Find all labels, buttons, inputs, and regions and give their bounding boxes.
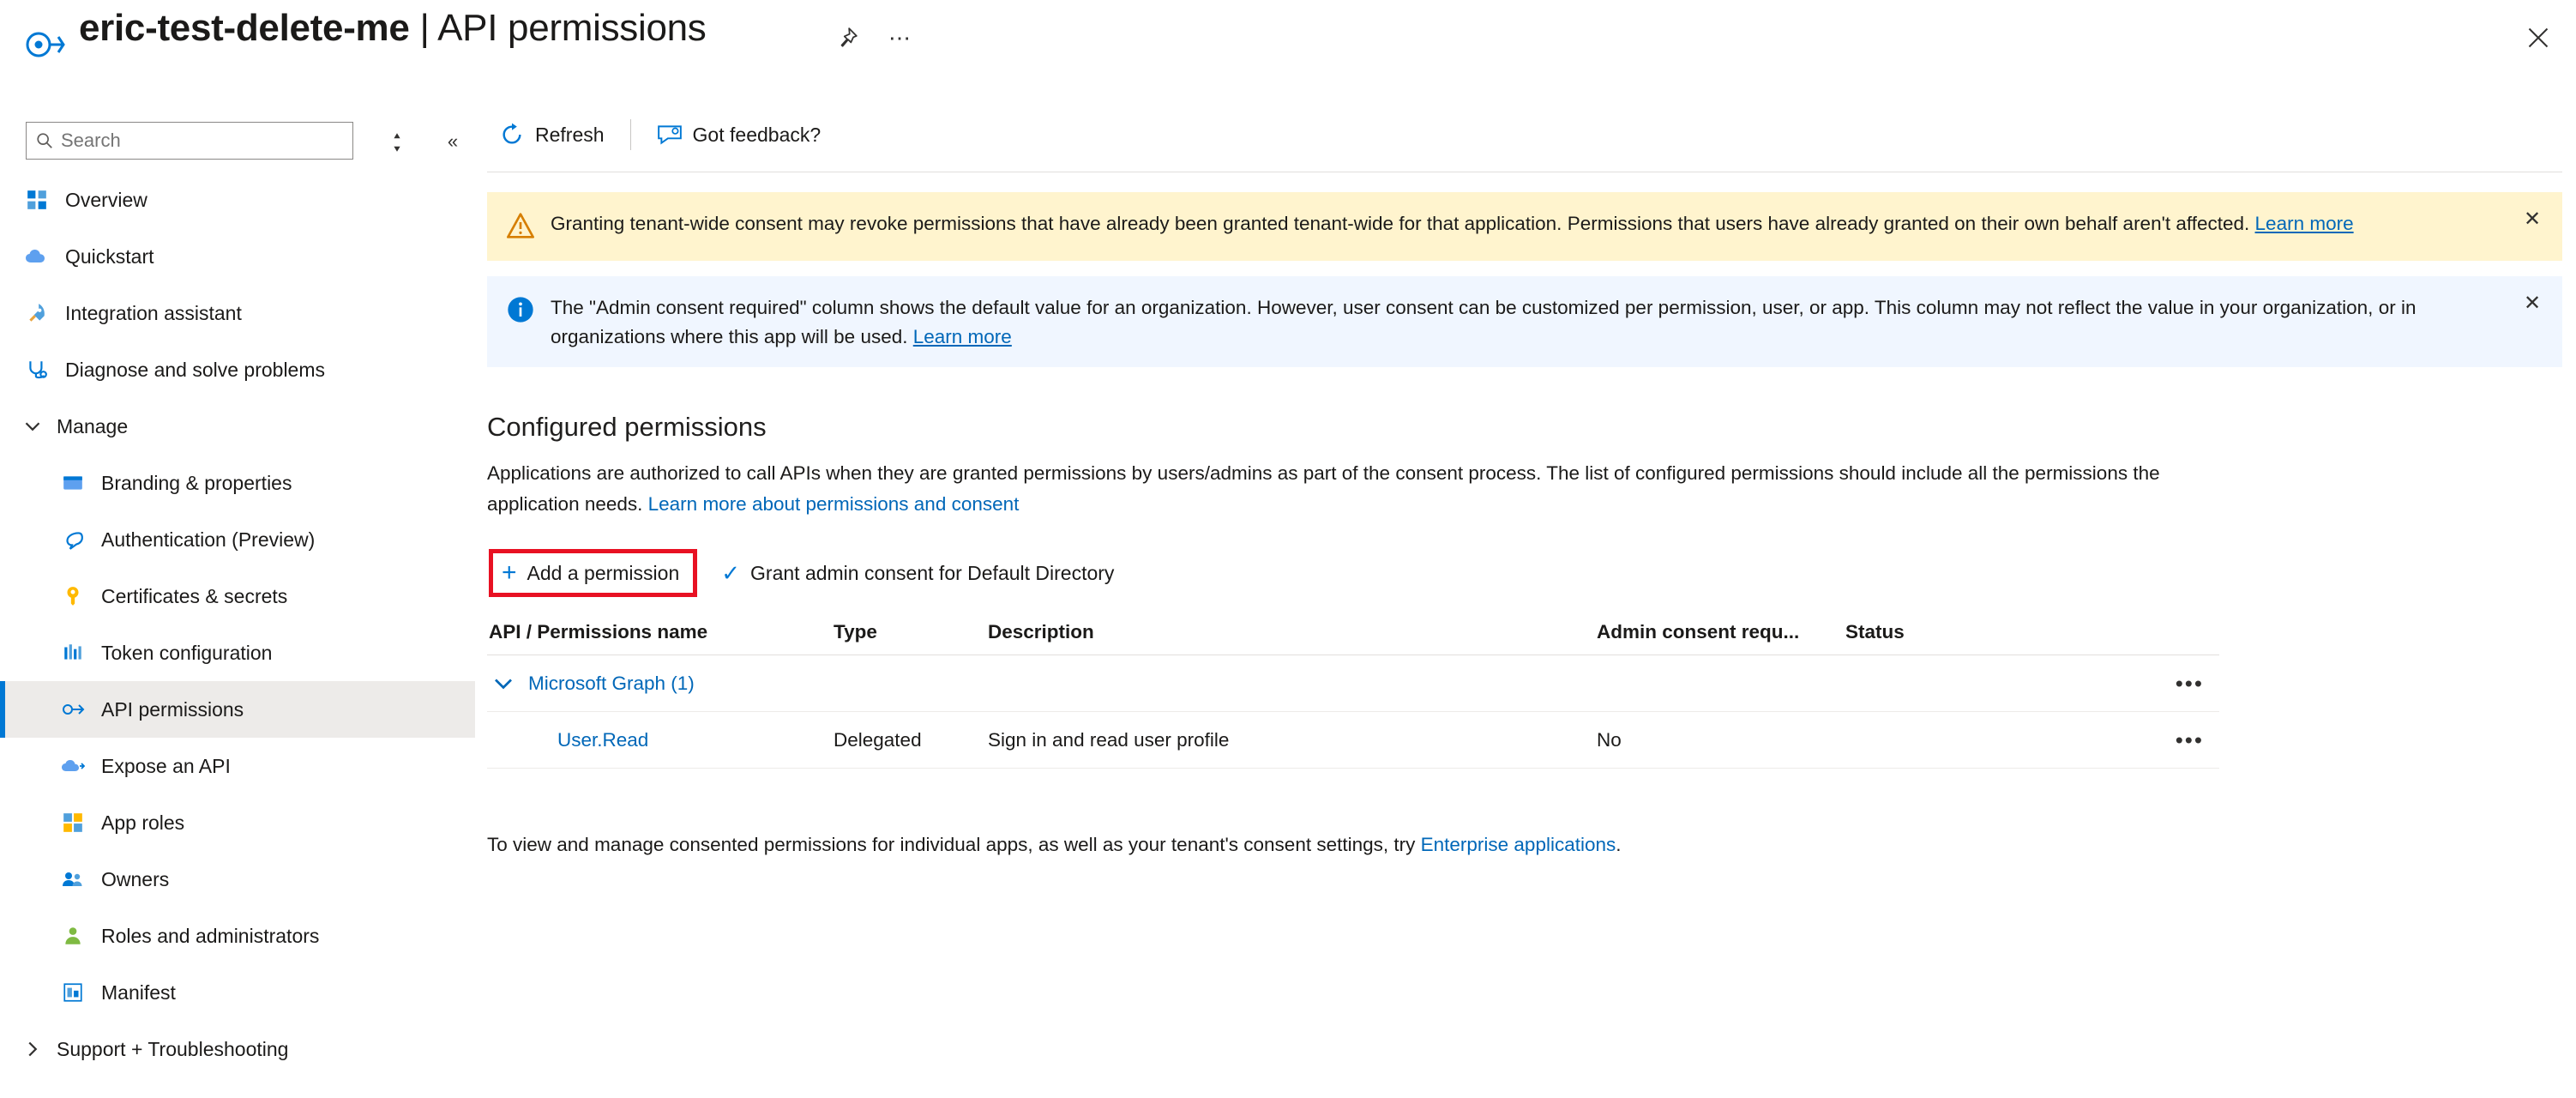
chevron-right-icon [22,1039,43,1059]
sidebar-item-label: Overview [65,188,147,211]
sidebar-item-label: Owners [101,867,170,890]
permission-row-menu-icon[interactable]: ••• [2175,727,2204,752]
sidebar-item-overview[interactable] [0,172,475,228]
footer-note [487,834,1622,856]
sidebar-item-manifest[interactable] [0,964,475,1021]
more-options-icon[interactable]: ⋯ [888,24,912,51]
footer-note-text: To view and manage consented permissions for individual apps, as well as your tenant's consent settings, try [487,834,1421,855]
info-banner [487,276,2562,367]
add-permission-highlight [489,549,697,597]
warning-banner-close-icon[interactable]: ✕ [2523,207,2542,231]
info-banner-link[interactable]: Learn more [912,326,1012,347]
sidebar-item-label: Roles and administrators [101,924,320,947]
refresh-label: Refresh [535,123,605,146]
add-permission-label: Add a permission [527,561,680,584]
stethoscope-icon [22,355,51,384]
group-name-cell [487,673,834,695]
search-input[interactable] [59,129,334,153]
info-banner-message: The "Admin consent required" column shows the default value for an organization. However, user consent can be customized per permission, user, or app. This column may not reflect the value in your organization, or in organizations where this app will be used. [551,297,2417,347]
sidebar-group-support-troubleshooting[interactable] [0,1021,475,1077]
section-title: Configured permissions [487,412,767,442]
column-header-admin-consent: Admin consent requ... [1597,620,1800,643]
add-permission-button[interactable] [502,560,679,586]
sidebar-item-label: Branding & properties [101,471,292,494]
command-bar-divider [630,119,631,150]
sidebar-item-branding-properties[interactable] [0,455,475,511]
warning-banner-link[interactable]: Learn more [2254,213,2354,234]
column-header-description: Description [988,620,1094,643]
manifest-icon [58,978,87,1007]
sidebar-item-label: Expose an API [101,754,231,777]
sidebar-item-diagnose-and-solve-problems[interactable] [0,341,475,398]
table-group-row[interactable] [487,655,2219,712]
table-row[interactable] [487,712,2219,769]
group-name-link[interactable]: Microsoft Graph (1) [528,672,695,694]
column-header-status: Status [1845,620,1905,643]
warning-banner-message: Granting tenant-wide consent may revoke permissions that have already been granted tenant-wide for that application. Permissions that users have already granted on their own behalf aren't affected. [551,213,2255,234]
grant-admin-consent-button[interactable] [721,560,1114,587]
table-header-row [487,609,2219,655]
sidebar-item-label: Diagnose and solve problems [65,358,326,381]
main-content [487,94,2576,1098]
check-icon: ✓ [721,559,741,586]
info-icon [506,295,535,324]
owners-icon [58,865,87,894]
page-title-section: | API permissions [409,7,707,49]
permission-type-cell: Delegated [834,728,922,751]
branding-icon [58,468,87,498]
search-icon [35,131,54,150]
section-description-text: Applications are authorized to call APIs when they are granted permissions by users/admins as part of the consent process. The list of configured permissions should include all the permissions the application needs. [487,462,2160,515]
footer-note-period: . [1616,834,1622,855]
warning-banner [487,192,2562,261]
token-icon [58,638,87,667]
chevron-down-icon[interactable] [489,673,518,694]
page-title-app: eric-test-delete-me [79,7,410,49]
sidebar-item-api-permissions[interactable] [0,681,475,738]
sidebar-item-authentication[interactable] [0,511,475,568]
close-icon[interactable] [2519,19,2557,57]
grid-icon [22,185,51,214]
sidebar-item-owners[interactable] [0,851,475,908]
chevron-down-icon [22,416,43,437]
grant-admin-consent-label: Grant admin consent for Default Directory [750,561,1115,584]
group-row-menu-icon[interactable]: ••• [2175,670,2204,696]
permission-name-link[interactable]: User.Read [557,728,649,751]
column-header-name: API / Permissions name [489,620,708,643]
permission-name-cell [487,729,834,751]
key-icon [58,582,87,611]
sidebar-item-certificates-secrets[interactable] [0,568,475,624]
sidebar-item-roles-and-administrators[interactable] [0,908,475,964]
permission-description-cell: Sign in and read user profile [988,728,1230,751]
sidebar-item-label: Integration assistant [65,301,242,324]
warning-icon [506,211,535,240]
search-box[interactable] [26,122,353,160]
info-banner-text [551,293,2506,352]
sidebar-item-token-configuration[interactable] [0,624,475,681]
permissions-action-row [487,547,1114,599]
page-title [79,7,707,50]
sidebar-item-label: Certificates & secrets [101,584,288,607]
app-registration-icon [24,26,65,63]
plus-icon: + [502,558,517,587]
sidebar-item-label: Authentication (Preview) [101,528,316,551]
cloud-icon [22,242,51,271]
info-banner-close-icon[interactable]: ✕ [2523,291,2542,315]
sidebar-item-quickstart[interactable] [0,228,475,285]
refresh-button[interactable] [487,115,617,154]
sidebar-item-label: Manifest [101,980,176,1004]
sidebar-group-manage[interactable] [0,398,475,455]
sidebar-item-label: API permissions [101,697,244,721]
enterprise-applications-link[interactable]: Enterprise applications [1420,834,1616,855]
pin-icon[interactable] [830,21,864,55]
page-header [0,0,2576,86]
sidebar [0,110,475,1098]
roles-icon [58,921,87,950]
app-roles-icon [58,808,87,837]
warning-banner-text [551,209,2354,238]
api-permissions-icon [58,695,87,724]
sidebar-item-label: App roles [101,811,185,834]
got-feedback-button[interactable] [645,115,834,154]
column-header-type: Type [834,620,877,643]
sidebar-item-label: Token configuration [101,641,273,664]
refresh-icon [499,122,525,148]
command-bar [487,108,2569,161]
sidebar-item-label: Quickstart [65,244,154,268]
sidebar-item-expose-an-api[interactable] [0,738,475,794]
section-description-link[interactable]: Learn more about permissions and consent [647,493,1020,515]
sidebar-item-integration-assistant[interactable] [0,285,475,341]
expose-api-icon [58,751,87,781]
rocket-icon [22,299,51,328]
sidebar-group-label: Manage [57,414,129,437]
collapse-sidebar-icon[interactable]: « [447,130,459,152]
sidebar-search-row [26,122,463,160]
sidebar-item-app-roles[interactable] [0,794,475,851]
sidebar-group-label: Support + Troubleshooting [57,1037,289,1060]
sort-icon[interactable] [384,130,410,154]
permission-admin-consent-cell: No [1597,728,1622,751]
got-feedback-label: Got feedback? [692,123,822,146]
section-description [487,458,2202,520]
permissions-table [487,609,2219,769]
feedback-icon [657,122,683,148]
sidebar-nav [0,172,475,1077]
authentication-icon [58,525,87,554]
